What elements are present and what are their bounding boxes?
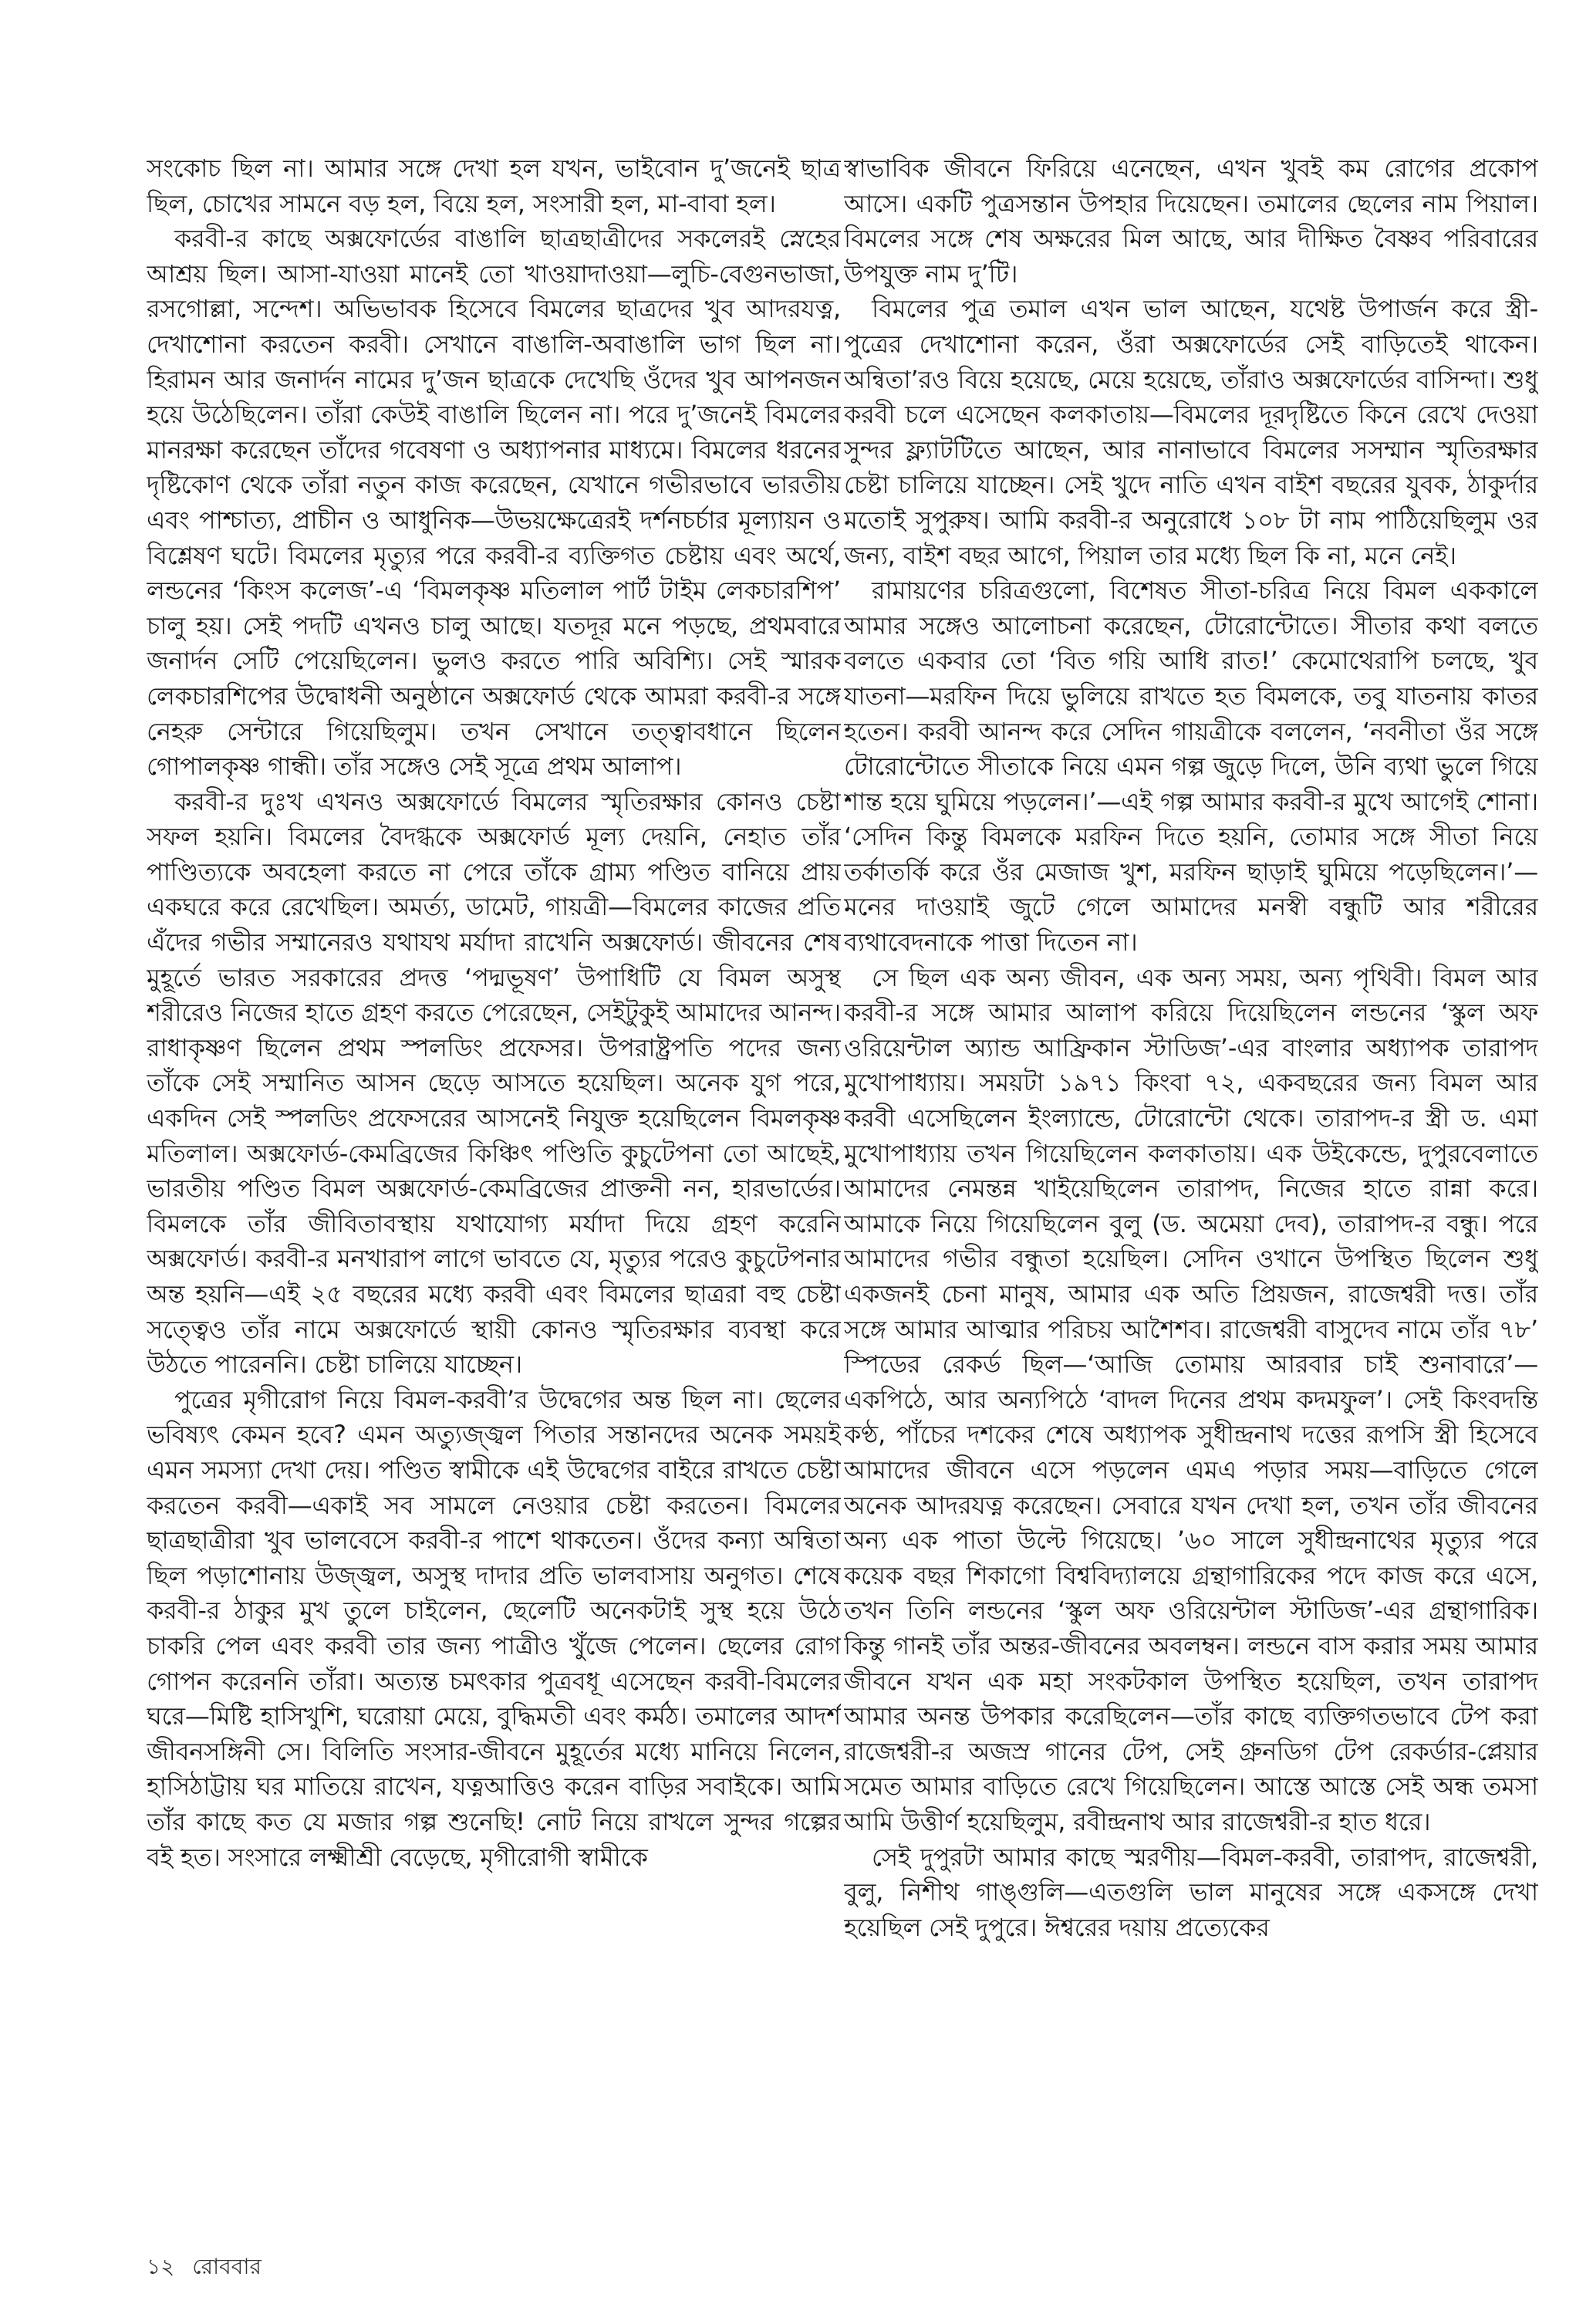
paragraph: সেই দুপুরটা আমার কাছে স্মরণীয়—বিমল-করবী, তারাপদ, রাজেশ্বরী, বুলু, নিশীথ গাঙ্গুলি—এতগুলি ভাল মানুষের সঙ্গে একসঙ্গে দেখা হয়েছিল সেই দুপুরে। ঈশ্বরের দয়ায় প্রত্যেকের: [844, 1842, 1538, 1942]
magazine-name: রোববার: [192, 2254, 262, 2279]
page-number: ১২: [147, 2254, 175, 2279]
paragraph: বিমলের পুত্র তমাল এখন ভাল আছেন, যথেষ্ট উপার্জন করে স্ত্রী-পুত্রের দেখাশোনা করেন, ওঁরা অক্সফোর্ডের সেই বাড়িতেই থাকেন। অন্বিতা’রও বিয়ে হয়েছে, মেয়ে হয়েছে, তাঁরাও অক্সফোর্ডের বাসিন্দা। শুধু করবী চলে এসেছেন কলকাতায়—বিমলের দূরদৃষ্টিতে কিনে রেখে দেওয়া সুন্দর ফ্ল্যাটটিতে আছেন, আর নানাভাবে বিমলের সসম্মান স্মৃতিরক্ষার চেষ্টা চালিয়ে যাচ্ছেন। সেই খুদে নাতি এখন বাইশ বছরের যুবক, ঠাকুর্দার মতোই সুপুরুষ। আমি করবী-র অনুরোধে ১০৮ টা নাম পাঠিয়েছিলুম ওর জন্য, বাইশ বছর আগে, পিয়াল তার মধ্যে ছিল কি না, মনে নেই।: [844, 294, 1538, 570]
right-column: [844, 151, 1538, 2250]
paragraph: স্বাভাবিক জীবনে ফিরিয়ে এনেছেন, এখন খুবই কম রোগের প্রকোপ আসে। একটি পুত্রসন্তান উপহার দিয়েছেন। তমালের ছেলের নাম পিয়াল। বিমলের সঙ্গে শেষ অক্ষরের মিল আছে, আর দীক্ষিত বৈষ্ণব পরিবারের উপযুক্ত নাম দু’টি।: [844, 154, 1538, 289]
paragraph: সে ছিল এক অন্য জীবন, এক অন্য সময়, অন্য পৃথিবী। বিমল আর করবী-র সঙ্গে আমার আলাপ করিয়ে দিয়েছিলেন লন্ডনের ‘স্কুল অফ ওরিয়েন্টাল অ্যান্ড আফ্রিকান স্টাডিজ’-এর বাংলার অধ্যাপক তারাপদ মুখোপাধ্যায়। সময়টা ১৯৭১ কিংবা ৭২, একবছরের জন্য বিমল আর করবী এসেছিলেন ইংল্যান্ডে, টোরোন্টো থেকে। তারাপদ-র স্ত্রী ড. এমা মুখোপাধ্যায় তখন গিয়েছিলেন কলকাতায়। এক উইকেন্ডে, দুপুরবেলাতে আমাদের নেমন্তন্ন খাইয়েছিলেন তারাপদ, নিজের হাতে রান্না করে। আমাকে নিয়ে গিয়েছিলেন বুলু (ড. অমেয়া দেব), তারাপদ-র বন্ধু। পরে আমাদের গভীর বন্ধুতা হয়েছিল। সেদিন ওখানে উপস্থিত ছিলেন শুধু একজনই চেনা মানুষ, আমার এক অতি প্রিয়জন, রাজেশ্বরী দত্ত। তাঁর সঙ্গে আমার আত্মার পরিচয় আশৈশব। রাজেশ্বরী বাসুদেব নামে তাঁর ৭৮’ স্পিডের রেকর্ড ছিল—‘আজি তোমায় আরবার চাই শুনাবারে’—একপিঠে, আর অন্যপিঠে ‘বাদল দিনের প্রথম কদমফুল’। সেই কিংবদন্তি কণ্ঠ, পাঁচের দশকের শেষে অধ্যাপক সুধীন্দ্রনাথ দত্তের রূপসি স্ত্রী হিসেবে আমাদের জীবনে এসে পড়লেন এমএ পড়ার সময়—বাড়িতে গেলে অনেক আদরযত্ন করেছেন। সেবারে যখন দেখা হল, তখন তাঁর জীবনের অন্য এক পাতা উল্টে গিয়েছে। ’৬০ সালে সুধীন্দ্রনাথের মৃত্যুর পরে কয়েক বছর শিকাগো বিশ্ববিদ্যালয়ে গ্রন্থাগারিকের পদে কাজ করে এসে, তখন তিনি লন্ডনের ‘স্কুল অফ ওরিয়েন্টাল স্টাডিজ’-এর গ্রন্থাগারিক। কিন্তু গানই তাঁর অন্তর-জীবনের অবলম্বন। লন্ডনে বাস করার সময় আমার জীবনে যখন এক মহা সংকটকাল উপস্থিত হয়েছিল, তখন তারাপদ আমার অনন্ত উপকার করেছিলেন—তাঁর কাছে ব্যক্তিগতভাবে টেপ করা রাজেশ্বরী-র অজস্র গানের টেপ, সেই গ্রুনডিগ টেপ রেকর্ডার-প্লেয়ার সমেত আমার বাড়িতে রেখে গিয়েছিলেন। আস্তে আস্তে সেই অন্ধ তমসা আমি উত্তীর্ণ হয়েছিলুম, রবীন্দ্রনাথ আর রাজেশ্বরী-র হাত ধরে।: [844, 962, 1538, 1836]
page-footer: [147, 2250, 272, 2286]
paragraph: রামায়ণের চরিত্রগুলো, বিশেষত সীতা-চরিত্র নিয়ে বিমল এককালে আমার সঙ্গেও আলোচনা করেছেন, টোরোন্টোতে। সীতার কথা বলতে বলতে একবার তো ‘বিত গয়ি আধি রাত!’ কেমোথেরাপি চলছে, খুব যাতনা—মরফিন দিয়ে ভুলিয়ে রাখতে হত বিমলকে, তবু যাতনায় কাতর হতেন। করবী আনন্দ করে সেদিন গায়ত্রীকে বললেন, ‘নবনীতা ওঁর সঙ্গে টোরোন্টোতে সীতাকে নিয়ে এমন গল্প জুড়ে দিলে, উনি ব্যথা ভুলে গিয়ে শান্ত হয়ে ঘুমিয়ে পড়লেন।’—এই গল্প আমার করবী-র মুখে আগেই শোনা। ‘সেদিন কিন্তু বিমলকে মরফিন দিতে হয়নি, তোমার সঙ্গে সীতা নিয়ে তর্কাতর্কি করে ওঁর মেজাজ খুশ, মরফিন ছাড়াই ঘুমিয়ে পড়েছিলেন।’—মনের দাওয়াই জুটে গেলে আমাদের মনস্বী বন্ধুটি আর শরীরের ব্যথাবেদনাকে পাত্তা দিতেন না।: [844, 576, 1538, 958]
paragraph: পুত্রের মৃগীরোগ নিয়ে বিমল-করবী’র উদ্বেগের অন্ত ছিল না। ছেলের ভবিষ্যৎ কেমন হবে? এমন অত্যুজ্জ্বল পিতার সন্তানদের অনেক সময়ই এমন সমস্যা দেখা দেয়। পণ্ডিত স্বামীকে এই উদ্বেগের বাইরে রাখতে চেষ্টা করতেন করবী—একাই সব সামলে নেওয়ার চেষ্টা করতেন। বিমলের ছাত্রছাত্রীরা খুব ভালবেসে করবী-র পাশে থাকতেন। ওঁদের কন্যা অন্বিতা ছিল পড়াশোনায় উজ্জ্বল, অসুস্থ দাদার প্রতি ভালবাসায় অনুগত। শেষে করবী-র ঠাকুর মুখ তুলে চাইলেন, ছেলেটি অনেকটাই সুস্থ হয়ে উঠে চাকরি পেল এবং করবী তার জন্য পাত্রীও খুঁজে পেলেন। ছেলের রোগ গোপন করেননি তাঁরা। অত্যন্ত চমৎকার পুত্রবধূ এসেছেন করবী-বিমলের ঘরে—মিষ্টি হাসিখুশি, ঘরোয়া মেয়ে, বুদ্ধিমতী এবং কর্মঠ। তমালের আদর্শ জীবনসঙ্গিনী সে। বিলিতি সংসার-জীবনে মুহূর্তের মধ্যে মানিয়ে নিলেন, হাসিঠাট্টায় ঘর মাতিয়ে রাখেন, যত্নআত্তিও করেন বাড়ির সবাইকে। আমি তাঁর কাছে কত যে মজার গল্প শুনেছি! নোট নিয়ে রাখলে সুন্দর গল্পের বই হত। সংসারে লক্ষ্মীশ্রী বেড়েছে, মৃগীরোগী স্বামীকে: [147, 1384, 841, 1872]
left-column: [147, 151, 841, 2250]
paragraph: সংকোচ ছিল না। আমার সঙ্গে দেখা হল যখন, ভাইবোন দু’জনেই ছাত্র ছিল, চোখের সামনে বড় হল, বিয়ে হল, সংসারী হল, মা-বাবা হল।: [147, 154, 841, 218]
paragraph: করবী-র কাছে অক্সফোর্ডের বাঙালি ছাত্রছাত্রীদের সকলেরই স্নেহের আশ্রয় ছিল। আসা-যাওয়া মানেই তো খাওয়াদাওয়া—লুচি-বেগুনভাজা, রসগোল্লা, সন্দেশ। অভিভাবক হিসেবে বিমলের ছাত্রদের খুব আদরযত্ন, দেখাশোনা করতেন করবী। সেখানে বাঙালি-অবাঙালি ভাগ ছিল না। হিরামন আর জনার্দন নামের দু’জন ছাত্রকে দেখেছি ওঁদের খুব আপনজন হয়ে উঠেছিলেন। তাঁরা কেউই বাঙালি ছিলেন না। পরে দু’জনেই বিমলের মানরক্ষা করেছেন তাঁদের গবেষণা ও অধ্যাপনার মাধ্যমে। বিমলের ধরনের দৃষ্টিকোণ থেকে তাঁরা নতুন কাজ করেছেন, যেখানে গভীরভাবে ভারতীয় এবং পাশ্চাত্য, প্রাচীন ও আধুনিক—উভয়ক্ষেত্রেরই দর্শনচর্চার মূল্যায়ন ও বিশ্লেষণ ঘটে। বিমলের মৃত্যুর পরে করবী-র ব্যক্তিগত চেষ্টায় এবং অর্থে, লন্ডনের ‘কিংস কলেজ’-এ ‘বিমলকৃষ্ণ মতিলাল পার্ট টাইম লেকচারশিপ’ চালু হয়। সেই পদটি এখনও চালু আছে। যতদূর মনে পড়ছে, প্রথমবারে জনার্দন সেটি পেয়েছিলেন। ভুলও করতে পারি অবিশ্যি। সেই স্মারক লেকচারশিপের উদ্বোধনী অনুষ্ঠানে অক্সফোর্ড থেকে আমরা করবী-র সঙ্গে নেহরু সেন্টারে গিয়েছিলুম। তখন সেখানে তত্ত্বাবধানে ছিলেন গোপালকৃষ্ণ গান্ধী। তাঁর সঙ্গেও সেই সূত্রে প্রথম আলাপ।: [147, 224, 841, 782]
paragraph: করবী-র দুঃখ এখনও অক্সফোর্ডে বিমলের স্মৃতিরক্ষার কোনও চেষ্টা সফল হয়নি। বিমলের বৈদগ্ধকে অক্সফোর্ড মূল্য দেয়নি, নেহাত তাঁর পাণ্ডিত্যকে অবহেলা করতে না পেরে তাঁকে গ্রাম্য পণ্ডিত বানিয়ে প্রায় একঘরে করে রেখেছিল। অমর্ত্য, ডামেট, গায়ত্রী—বিমলের কাজের প্রতি এঁদের গভীর সম্মানেরও যথাযথ মর্যাদা রাখেনি অক্সফোর্ড। জীবনের শেষ মুহূর্তে ভারত সরকারের প্রদত্ত ‘পদ্মভূষণ’ উপাধিটি যে বিমল অসুস্থ শরীরেও নিজের হাতে গ্রহণ করতে পেরেছেন, সেইটুকুই আমাদের আনন্দ। রাধাকৃষ্ণণ ছিলেন প্রথম স্পলডিং প্রফেসর। উপরাষ্ট্রপতি পদের জন্য তাঁকে সেই সম্মানিত আসন ছেড়ে আসতে হয়েছিল। অনেক যুগ পরে, একদিন সেই স্পলডিং প্রফেসরের আসনেই নিযুক্ত হয়েছিলেন বিমলকৃষ্ণ মতিলাল। অক্সফোর্ড-কেমব্রিজের কিঞ্চিৎ পণ্ডিতি কুচুটেপনা তো আছেই, ভারতীয় পণ্ডিত বিমল অক্সফোর্ড-কেমব্রিজের প্রাক্তনী নন, হারভার্ডের। বিমলকে তাঁর জীবিতাবস্থায় যথাযোগ্য মর্যাদা দিয়ে গ্রহণ করেনি অক্সফোর্ড। করবী-র মনখারাপ লাগে ভাবতে যে, মৃত্যুর পরেও কুচুটেপনার অন্ত হয়নি—এই ২৫ বছরের মধ্যে করবী এবং বিমলের ছাত্ররা বহু চেষ্টা সত্ত্বেও তাঁর নামে অক্সফোর্ডে স্থায়ী কোনও স্মৃতিরক্ষার ব্যবস্থা করে উঠতে পারেননি। চেষ্টা চালিয়ে যাচ্ছেন।: [147, 786, 841, 1380]
